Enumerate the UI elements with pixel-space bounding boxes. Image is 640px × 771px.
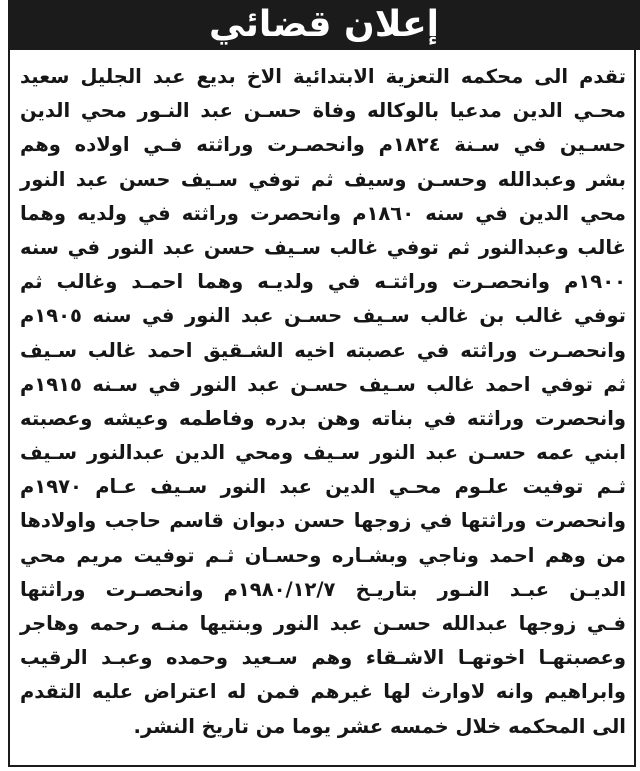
notice-line: ١٩٠٠م وانحصـرت وراثتـه في ولديـه وهما احمـد وغالب ثم [20,270,626,294]
notice-line: ثم توفي احمد غالب سـيف حسـن عبد النور في سـنه ١٩١٥م [20,372,626,396]
notice-line: فـي زوجها عبدالله حسـن عبد النور وبنتيها منـه رحمه وهاجر [20,612,626,635]
notice-line: الى المحكمه خلال خمسه عشر يوما من تاريخ النشر. [133,714,626,738]
notice-line: الديـن عبـد النـور بتاريـخ ١٩٨٠/١٢/٧م وانحصـرت وراثتها [20,577,627,601]
notice-line: بشر وعبدالله وحسـن وسيف ثم توفي سـيف حسن عبد النور [20,167,626,191]
notice-line: محـي الدين مدعيا بالوكاله وفاة حسـن عبد النـور محي الدين [20,99,626,123]
notice-line: ثـم توفيت علـوم محـي الدين عبد النور سـيف عـام ١٩٧٠م [20,475,626,499]
notice-line: وانحصـرت وراثته في عصبته اخيه الشـقيق احمد غالب سـيف [20,338,626,362]
notice-line: محي الدين في سنه ١٨٦٠م وانحصرت وراثته في ولديه وهما [20,201,626,225]
notice-line: ابني عمه حسـن عبد النور سـيف ومحي الدين عبدالنور سـيف [20,441,626,465]
notice-line: وانحصرت وراثته في بناته وهن بدره وفاطمه وعيشه وعصبته [20,406,626,430]
notice-title: إعلان قضائي [208,4,440,45]
notice-line: غالب وعبدالنور ثم توفي غالب سـيف حسن عبد النور في سنه [20,235,626,259]
notice-line: وانحصرت وراثتها في زوجها حسن دبوان قاسم حاجب واولادها [20,509,626,533]
notice-line: وعصبتهـا اخوتهـا الاشـقاء وهم سـعيد وحمده وعبـد الرقيب [20,646,626,670]
notice-line: تقدم الى محكمه التعزية الابتدائية الاخ بديع عبد الجليل سعيد [20,65,626,88]
notice-line: توفي غالب بن غالب سـيف حسـن عبد النور في سنه ١٩٠٥م [20,304,626,328]
notice-line: وابراهيم وانه لاوارث لها غيرهم فمن له اعتراض عليه التقدم [20,680,626,704]
notice-body [20,60,626,744]
notice-line: حسـين في سـنة ١٨٢٤م وانحصـرت وراثته فـي اولاده وهم [20,133,627,157]
notice-line: من وهم احمد وناجي وبشـاره وحسـان ثـم توفيت مريم محي [20,543,626,567]
